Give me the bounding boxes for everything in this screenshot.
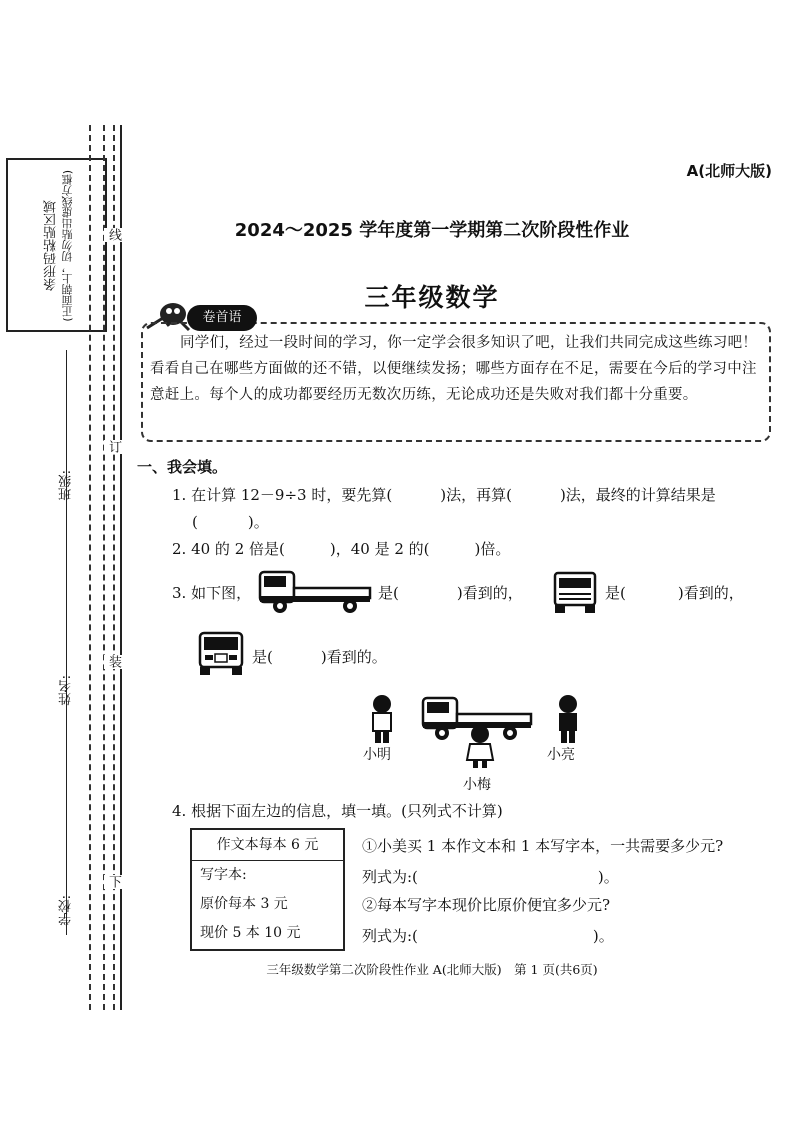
formula-2-label: 列式为:( xyxy=(362,927,418,945)
info-row-original-price: 原价每本 3 元 xyxy=(200,896,288,912)
q3-text-d: 是( xyxy=(605,584,626,602)
q3-text-f: 是( xyxy=(252,648,273,666)
q1-text-b: )法，再算( xyxy=(440,486,512,504)
binding-mark-ding: 订 xyxy=(106,440,121,454)
formula-2-close: )。 xyxy=(592,927,614,945)
truck-side-icon xyxy=(258,566,373,614)
term-title: 2024～2025 学年度第一学期第二次阶段性作业 xyxy=(234,220,630,241)
q1-text-a: 1. 在计算 12－9÷3 时，要先算( xyxy=(172,486,393,504)
boy-xiaoming-icon xyxy=(373,695,391,743)
binding-mark-xia: 下 xyxy=(106,875,121,889)
formula-1 xyxy=(362,866,619,887)
info-row-current-price: 现价 5 本 10 元 xyxy=(200,925,301,941)
formula-1-close: )。 xyxy=(597,868,619,886)
formula-1-label: 列式为:( xyxy=(362,868,418,886)
cut-line-outer xyxy=(89,125,91,1010)
page-footer: 三年级数学第二次阶段性作业 A(北师大版) 第 1 页(共6页) xyxy=(266,962,598,977)
q1-text-e: )。 xyxy=(247,513,269,531)
info-row-notebook: 作文本每本 6 元 xyxy=(192,830,343,861)
person-label-xiaomei: 小梅 xyxy=(463,777,491,793)
preface-text xyxy=(150,330,765,408)
question-1-line2 xyxy=(192,511,269,532)
q3-line1 xyxy=(378,582,523,603)
formula-2 xyxy=(362,925,614,946)
barcode-note: (正面朝上，切勿贴出虚线方框) xyxy=(61,170,74,322)
person-label-xiaoliang: 小亮 xyxy=(547,747,575,763)
q1-text-c: )法，最终的计算结果是 xyxy=(559,486,716,504)
binding-mark-xian: 线 xyxy=(106,228,121,242)
q3-line1b xyxy=(605,582,744,603)
q3-text-c: )看到的， xyxy=(456,584,523,602)
school-label: 学校: xyxy=(59,895,74,926)
binding-mark-zhuang: 装 xyxy=(106,655,121,669)
preface-tag: 卷首语 xyxy=(187,305,257,331)
question-1-line1 xyxy=(172,484,716,505)
question-2: 2. 40 的 2 倍是( )，40 是 2 的( )倍。 xyxy=(172,540,511,558)
section-title: 一、我会填。 xyxy=(137,458,228,476)
truck-back-icon xyxy=(552,570,598,614)
info-table xyxy=(190,828,345,951)
subject-title: 三年级数学 xyxy=(364,283,500,312)
question-4: 4. 根据下面左边的信息，填一填。(只列式不计算) xyxy=(172,802,503,820)
preface-paragraph: 同学们，经过一段时间的学习，你一定学会很多知识了吧，让我们共同完成这些练习吧！看看自己在哪些方面做的还不错，以便继续发扬；哪些方面存在不足，需要在今后的学习中注意赶上。每个人的成功都要经历无数次历练，无论成功还是失败对我们都十分重要。 xyxy=(150,335,758,403)
sub-question-2: ②每本写字本现价比原价便宜多少元? xyxy=(362,896,611,914)
class-label: 班级: xyxy=(59,470,74,501)
q3-line2 xyxy=(252,646,387,667)
girl-xiaomei-icon xyxy=(467,725,493,768)
sub-question-1: ①小美买 1 本作文本和 1 本写字本，一共需要多少元? xyxy=(362,837,724,855)
name-blank-line xyxy=(66,540,67,740)
q3-text-a: 3. 如下图， xyxy=(172,584,252,602)
q1-text-d: ( xyxy=(192,513,198,531)
boy-xiaoliang-icon xyxy=(559,695,577,743)
edition-label: A(北师大版) xyxy=(686,162,772,180)
q3-text-e: )看到的， xyxy=(677,584,744,602)
q3-text-b: 是( xyxy=(378,584,399,602)
info-row-copybook: 写字本: xyxy=(200,867,247,883)
name-label: 姓名: xyxy=(59,675,74,706)
barcode-label: 条形码粘贴区域 xyxy=(44,200,59,291)
person-label-xiaoming: 小明 xyxy=(363,747,391,763)
q3-text-g: )看到的。 xyxy=(320,648,387,666)
truck-front-icon xyxy=(197,630,245,676)
